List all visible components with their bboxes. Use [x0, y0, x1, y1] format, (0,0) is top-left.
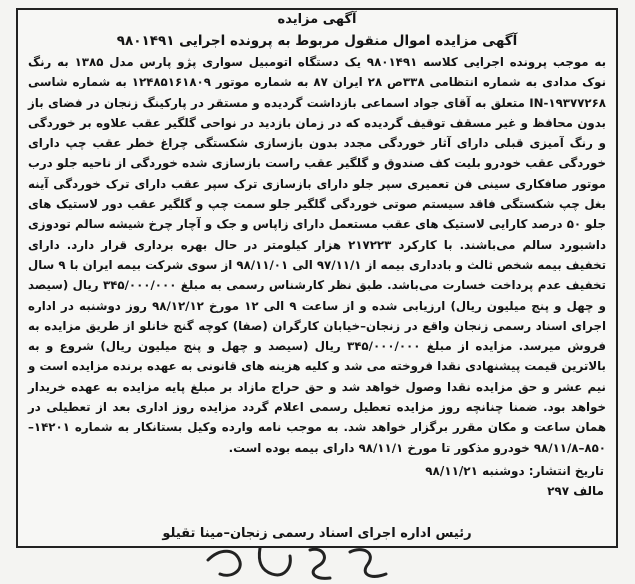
signature-line: رئیس اداره اجرای اسناد رسمی زنجان–مینا تقیلو [162, 526, 472, 541]
reference-number: مالف ۲۹۷ [547, 484, 604, 498]
publish-date: تاریخ انتشار: دوشنبه ۹۸/۱۱/۲۱ [425, 464, 604, 478]
notice-body: به موجب پرونده اجرایی کلاسه ۹۸۰۱۴۹۱ یک دستگاه اتومبیل سواری پژو پارس مدل ۱۳۸۵ به رنگ نوک مدادی به شماره انتظامی ۳۳۸ص ۲۸ ایران ۸۷ به شماره موتور ۱۲۴۸۵۱۶۱۸۰۹ به شماره شاسی IN-۱۹۳۷۷۲۶۸ متعلق به آقای جواد اسماعی بازداشت گردیده و مستقر در پارکینگ زنجان در فضای باز بدون محافظ و غیر مسقف توقیف گردیده که در زمان بازدید در نواحی گلگیر عقب علاوه بر خوردگی و رنگ آمیزی قبلی دارای آثار خوردگی مجدد بدون بازسازی شکستگی چراغ خطر عقب چپ دارای خوردگی عقب خودرو بلیت کف صندوق و گلگیر عقب راست بازسازی شده خوردگی از ناحیه جلو درب موتور صافکاری سینی فن تعمیری سپر جلو دارای بازسازی ترک سپر عقب دارای ترک خوردگی آینه بغل چپ شکستگی فاقد سیستم صوتی خوردگی گلگیر جلو سمت چپ و گلگیر عقب دور لاستیک های جلو ۵۰ درصد کارایی لاستیک های عقب مستعمل دارای زاپاس و جک و آچار چرخ شیشه سالم تودوزی داشبورد سالم می‌باشند. با کارکرد ۲۱۷۲۲۳ هزار کیلومتر در حال بهره برداری قرار دارد. دارای تخفیف بیمه شخص ثالث و بادداری بیمه از ۹۷/۱۱/۱ الی ۹۸/۱۱/۰۱ از سوی شرکت بیمه ایران با ۹ سال تخفیف عدم پرداخت خسارت می‌باشد. طبق نظر کارشناس رسمی به مبلغ ۳۴۵/۰۰۰/۰۰۰ ریال (سیصد و چهل و پنج میلیون ریال) ارزیابی شده و از ساعت ۹ الی ۱۲ مورخ ۹۸/۱۲/۱۲ روز دوشنبه در اداره اجرای اسناد رسمی زنجان واقع در زنجان–خیابان کارگران (صفا) کوچه گنج خانلو از طریق مزایده به فروش میرسد. مزایده از مبلغ ۳۴۵/۰۰۰/۰۰۰ ریال (سیصد و چهل و پنج میلیون ریال) شروع و به بالاترین قیمت پیشنهادی نقدا فروخته می شد و کلیه هزینه های قانونی به عهده برنده مزایده است و نیم عشر و حق مزایده نقدا وصول خواهد شد و حق حراج مازاد بر مبلغ پایه مزایده به عهده خریدار خواهد بود. ضمنا چنانچه روز مزایده تعطیل رسمی اعلام گردد مزایده روز اداری بعد از تعطیلی در همان ساعت و مکان مقرر برگزار خواهد شد. به موجب نامه وارده وکیل بستانکار به شماره ۱۴۲۰۱–۸۵۰–۹۸/۱۱/۸ خودرو مذکور تا مورخ ۹۸/۱۱/۱ دارای بیمه بوده است. [28, 55, 607, 455]
notice-header: آگهی مزایده [277, 12, 357, 27]
notice-subtitle: آگهی مزایده اموال منقول مربوط به پرونده اجرایی ۹۸۰۱۴۹۱ [116, 33, 518, 49]
handwritten-note [200, 540, 440, 584]
notice-frame [16, 8, 618, 548]
